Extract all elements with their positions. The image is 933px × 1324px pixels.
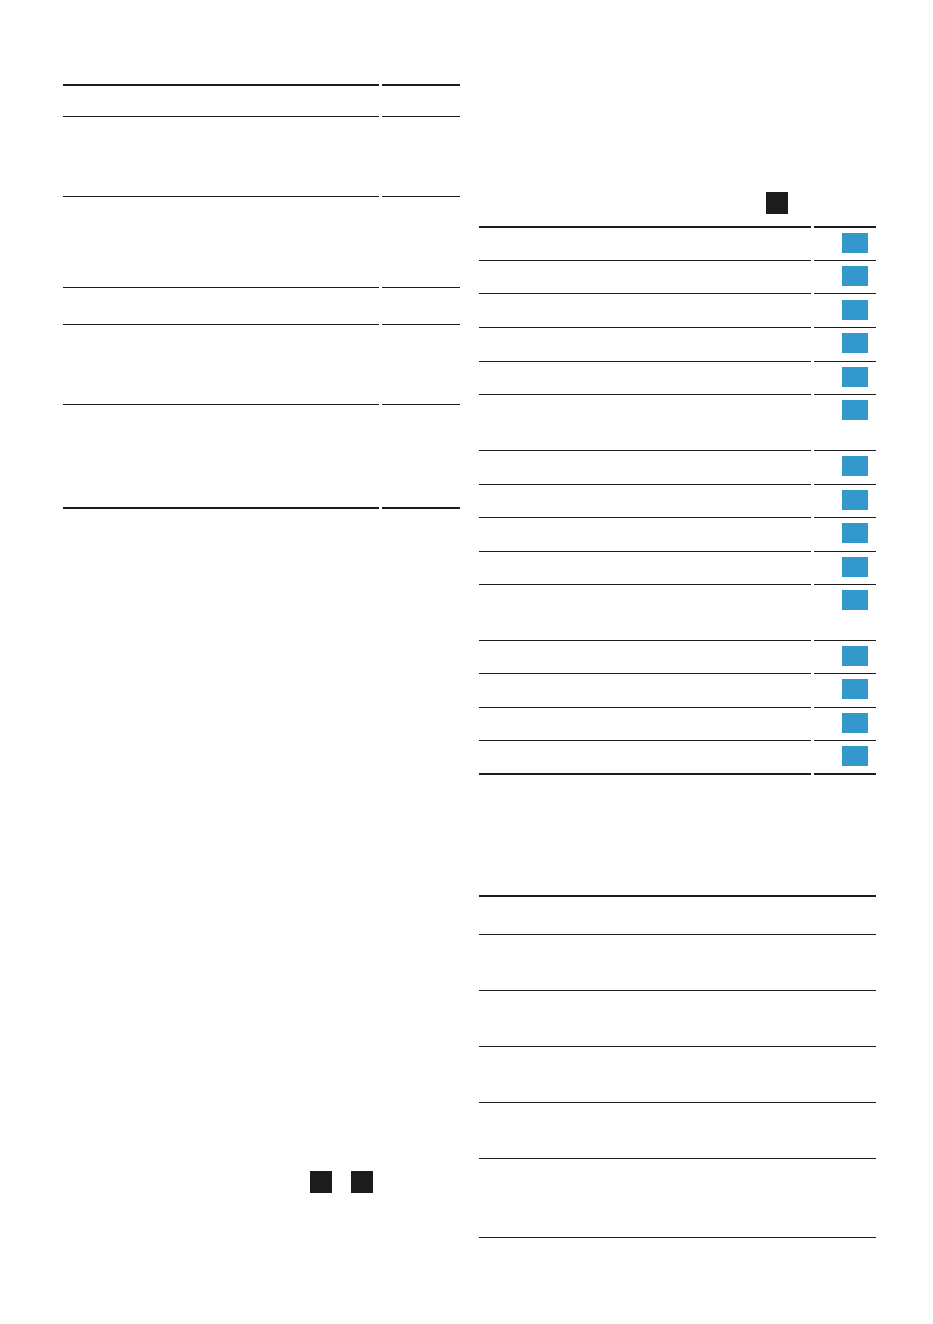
table-bottom-rule (63, 507, 460, 509)
row-divider (479, 584, 876, 585)
row-divider (479, 1158, 876, 1159)
row-divider (479, 1102, 876, 1103)
row-divider (479, 1046, 876, 1047)
row-divider (479, 361, 876, 362)
black-square-icon (351, 1171, 373, 1193)
column-gap (811, 226, 814, 775)
row-divider (479, 293, 876, 294)
blue-square-icon (842, 266, 868, 286)
blue-square-icon (842, 367, 868, 387)
blue-square-icon (842, 490, 868, 510)
row-divider (63, 324, 460, 325)
row-divider (479, 707, 876, 708)
table-bottom-rule (479, 1237, 876, 1238)
right-symbol-table (479, 0, 876, 780)
table-header-rule (479, 934, 876, 935)
blue-square-icon (842, 456, 868, 476)
row-divider (63, 404, 460, 405)
row-divider (63, 196, 460, 197)
black-square-icon (766, 192, 788, 214)
blue-square-icon (842, 233, 868, 253)
row-divider (479, 640, 876, 641)
blue-square-icon (842, 333, 868, 353)
blue-square-icon (842, 300, 868, 320)
column-gap (379, 84, 382, 512)
table-bottom-rule (479, 773, 876, 775)
blue-square-icon (842, 400, 868, 420)
row-divider (479, 327, 876, 328)
row-divider (479, 450, 876, 451)
row-divider (479, 990, 876, 991)
blue-square-icon (842, 679, 868, 699)
lower-right-table (479, 895, 876, 1241)
row-divider (479, 740, 876, 741)
row-divider (479, 517, 876, 518)
blue-square-icon (842, 523, 868, 543)
blue-square-icon (842, 590, 868, 610)
blue-square-icon (842, 557, 868, 577)
left-definition-table (63, 84, 460, 512)
row-divider (479, 394, 876, 395)
blue-square-icon (842, 646, 868, 666)
row-divider (63, 287, 460, 288)
black-square-icon (310, 1171, 332, 1193)
row-divider (479, 484, 876, 485)
blue-square-icon (842, 746, 868, 766)
table-top-rule (63, 84, 460, 86)
table-top-rule (479, 895, 876, 897)
blue-square-icon (842, 713, 868, 733)
table-header-rule (63, 116, 460, 117)
row-divider (479, 260, 876, 261)
row-divider (479, 551, 876, 552)
row-divider (479, 673, 876, 674)
table-top-rule (479, 226, 876, 228)
